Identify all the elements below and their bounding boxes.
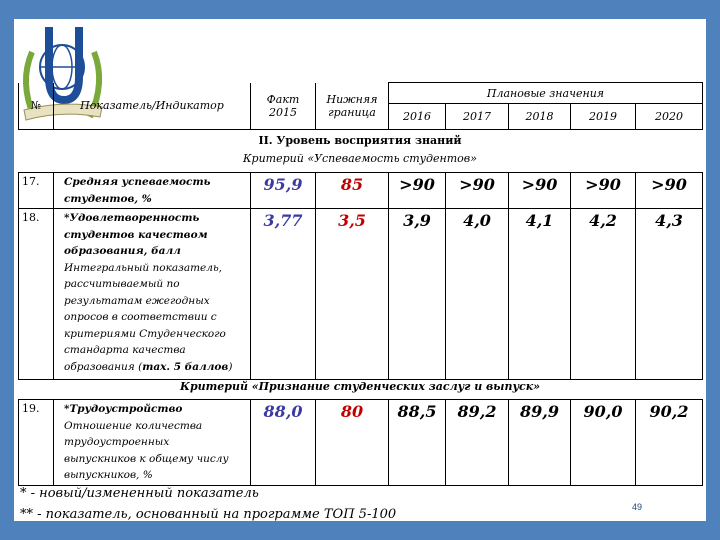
header-fact: Факт 2015 [251, 83, 316, 130]
fact-value: 95,9 [251, 173, 316, 209]
indicator-cell [54, 400, 251, 486]
lower-bound-value: 85 [316, 173, 389, 209]
indicator-cell [54, 209, 251, 380]
plan-value: >90 [389, 173, 446, 209]
fact-value: 88,0 [251, 400, 316, 486]
header-year: 2019 [571, 104, 636, 130]
table-row [19, 173, 703, 209]
criterion-heading: Критерий «Успеваемость студентов» [243, 152, 477, 165]
plan-value: 88,5 [389, 400, 446, 486]
plan-value: >90 [571, 173, 636, 209]
table-body-1 [18, 172, 703, 380]
lower-bound-value: 3,5 [316, 209, 389, 380]
fact-value: 3,77 [251, 209, 316, 380]
header-planned: Плановые значения [389, 83, 703, 104]
plan-value: >90 [446, 173, 509, 209]
plan-value: 90,2 [636, 400, 703, 486]
header-year: 2017 [446, 104, 509, 130]
indicator-title: Средняя успеваемость студентов, % [54, 173, 251, 209]
indicator-description: Интегральный показатель, рассчитываемый по результатам ежегодных опросов в соответствии с критериями Студенческого стандарта качества образования ( [64, 261, 226, 373]
plan-value: 89,2 [446, 400, 509, 486]
plan-value: 4,0 [446, 209, 509, 380]
plan-value: 90,0 [571, 400, 636, 486]
plan-value: 4,1 [509, 209, 571, 380]
indicator-title: *Трудоустройство [64, 403, 183, 415]
lower-bound-value: 80 [316, 400, 389, 486]
header-year: 2018 [509, 104, 571, 130]
row-number: 19. [19, 400, 54, 486]
row-number: 17. [19, 173, 54, 209]
table-row [19, 400, 703, 486]
row-number: 18. [19, 209, 54, 380]
footnote: * - новый/измененный показатель [20, 486, 259, 501]
indicator-max: max. 5 баллов [142, 360, 229, 373]
plan-value: 4,2 [571, 209, 636, 380]
plan-value: >90 [509, 173, 571, 209]
footnote: ** - показатель, основанный на программе ТОП 5-100 [20, 507, 397, 522]
indicator-title: *Удовлетворенность студентов качеством образования, балл [64, 212, 208, 257]
plan-value: >90 [636, 173, 703, 209]
indicator-description-end: ) [228, 360, 233, 373]
header-indicator: Показатель/Индикатор [54, 83, 251, 130]
plan-value: 4,3 [636, 209, 703, 380]
section-title: II. Уровень восприятия знаний [258, 134, 462, 147]
page-number: 49 [632, 502, 643, 512]
table-header [18, 82, 703, 130]
header-lower: Нижняя граница [316, 83, 389, 130]
header-year: 2020 [636, 104, 703, 130]
table-body-2 [18, 399, 703, 486]
indicator-description: Отношение количества трудоустроенных выпускников к общему числу выпускников, % [64, 419, 229, 481]
table-row [19, 209, 703, 380]
header-year: 2016 [389, 104, 446, 130]
plan-value: 3,9 [389, 209, 446, 380]
header-no: № [19, 83, 54, 130]
plan-value: 89,9 [509, 400, 571, 486]
criterion-heading: Критерий «Признание студенческих заслуг и выпуск» [179, 380, 541, 393]
